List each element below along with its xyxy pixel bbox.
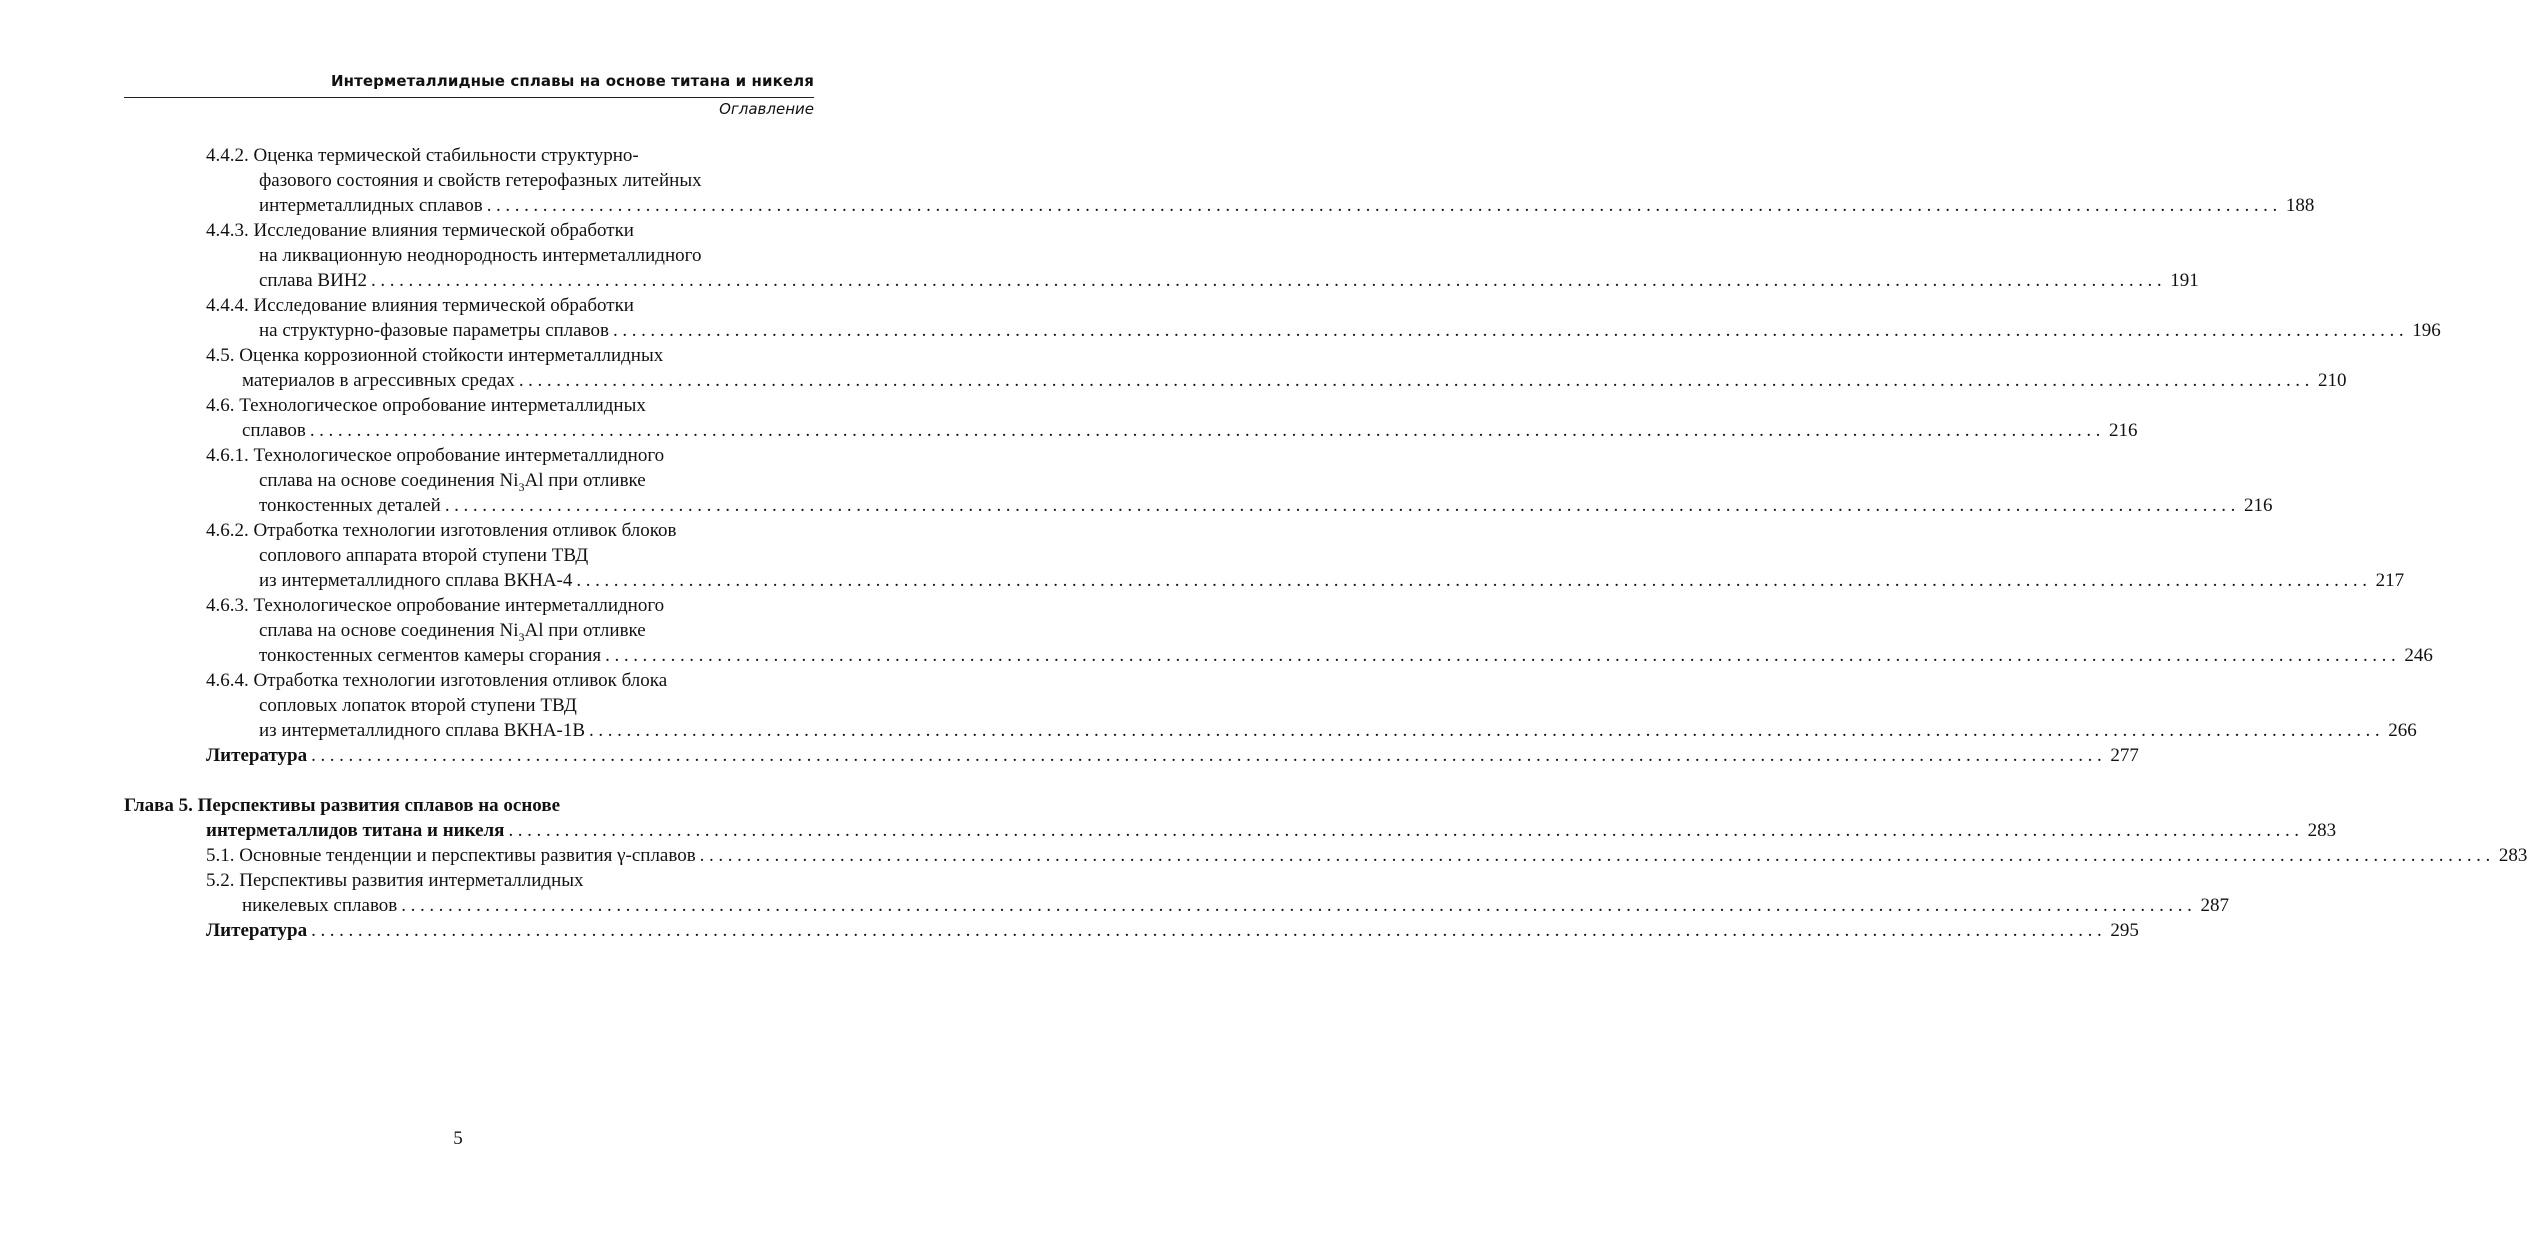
dot-leader: ................................................................................................................................................................................................ [613,320,2409,341]
toc-entry-4-5-last[interactable] [242,368,2347,393]
toc-entry-4-6-2-last[interactable] [259,568,2405,593]
toc-entry-4-6-4-line1: 4.6.4. Отработка технологии изготовления отливок блока [206,670,668,691]
toc-entry-5-2-line1: 5.2. Перспективы развития интерметаллидных [206,870,584,891]
toc-chapter-5-last[interactable] [206,818,2337,843]
subscript: 3 [518,629,525,644]
dot-leader: ................................................................................................................................................................................................ [699,845,2495,866]
toc-page-number: 216 [2109,420,2138,441]
toc-entry-title: сплавов [242,420,306,441]
toc-entry-title: Литература [206,745,308,766]
toc-entry-4-6-last[interactable] [242,418,2138,443]
toc-entry-references-ch4[interactable] [206,743,2139,768]
toc-page-number: 287 [2200,895,2229,916]
toc-entry-4-4-2-last[interactable] [259,193,2315,218]
toc-page-number: 295 [2110,920,2139,941]
toc-entry-title: 5.1. Основные тенденции и перспективы развития γ-сплавов [206,845,696,866]
toc-entry-4-4-3-line1: 4.4.3. Исследование влияния термической обработки [206,220,634,241]
dot-leader: ................................................................................................................................................................................................ [401,895,2197,916]
toc-entry-title: материалов в агрессивных средах [242,370,515,391]
toc-entry-4-6-line1: 4.6. Технологическое опробование интерметаллидных [206,395,646,416]
toc-entry-4-6-1-line1: 4.6.1. Технологическое опробование интерметаллидного [206,445,665,466]
toc-entry-4-4-3-line2: на ликвационную неоднородность интерметаллидного [259,245,702,266]
toc-entry-title: из интерметаллидного сплава ВКНА-1В [259,720,586,741]
toc-entry-title: никелевых сплавов [242,895,398,916]
toc-entry-references-ch5[interactable] [206,918,2139,943]
toc-entry-5-2-last[interactable] [242,893,2229,918]
toc-page-number: 283 [2307,820,2337,841]
toc-entry-title: тонкостенных сегментов камеры сгорания [259,645,602,666]
dot-leader: ................................................................................................................................................................................................ [589,720,2385,741]
running-header-title: Интерметаллидные сплавы на основе титана и никеля [330,72,814,90]
dot-leader: ................................................................................................................................................................................................ [576,570,2372,591]
toc-entry-4-6-1-last[interactable] [259,493,2273,518]
dot-leader: ................................................................................................................................................................................................ [486,195,2282,216]
toc-entry-title: из интерметаллидного сплава ВКНА-4 [259,570,573,591]
page-number: 5 [453,1128,463,1149]
toc-entry-title: Литература [206,920,308,941]
toc-entry-4-5-line1: 4.5. Оценка коррозионной стойкости интерметаллидных [206,345,664,366]
toc-entry-4-4-2-line1: 4.4.2. Оценка термической стабильности структурно- [206,145,639,166]
running-header-section: Оглавление [719,100,814,118]
dot-leader: ................................................................................................................................................................................................ [605,645,2401,666]
toc-entry-5-1[interactable] [206,843,2527,868]
dot-leader: ................................................................................................................................................................................................ [371,270,2167,291]
toc-page-number: 283 [2498,845,2527,866]
toc-page-number: 277 [2110,745,2139,766]
text-part: Al при отливке [524,620,646,641]
toc-entry-4-6-4-line2: сопловых лопаток второй ступени ТВД [259,695,577,716]
toc-entry-4-6-4-last[interactable] [259,718,2417,743]
toc-entry-4-6-3-line2 [259,618,814,643]
subscript: 3 [518,479,525,494]
toc-page-number: 216 [2244,495,2273,516]
toc-entry-4-6-2-line1: 4.6.2. Отработка технологии изготовления отливок блоков [206,520,677,541]
toc-entry-4-6-3-last[interactable] [259,643,2433,668]
toc-entry-title: тонкостенных деталей [259,495,441,516]
toc-entry-4-6-1-line2 [259,468,814,493]
toc-page-number: 188 [2285,195,2315,216]
toc-page-number: 246 [2404,645,2433,666]
toc-entry-4-4-3-last[interactable] [259,268,2199,293]
toc-entry-title: интерметаллидов титана и никеля [206,820,505,841]
toc-entry-4-4-4-line1: 4.4.4. Исследование влияния термической обработки [206,295,634,316]
dot-leader: ................................................................................................................................................................................................ [444,495,2241,516]
toc-page-number: 266 [2388,720,2417,741]
toc-page-number: 217 [2375,570,2405,591]
dot-leader: ................................................................................................................................................................................................ [311,745,2107,766]
dot-leader: ................................................................................................................................................................................................ [311,920,2107,941]
toc-chapter-5-line1: Глава 5. Перспективы развития сплавов на основе [124,795,561,816]
toc-page-number: 210 [2318,370,2347,391]
toc-entry-4-4-4-last[interactable] [259,318,2441,343]
text-part: сплава на основе соединения Ni [259,620,519,641]
dot-leader: ................................................................................................................................................................................................ [309,420,2106,441]
toc-page-number: 196 [2412,320,2441,341]
dot-leader: ................................................................................................................................................................................................ [518,370,2315,391]
toc-page-number: 191 [2170,270,2199,291]
text-part: сплава на основе соединения Ni [259,470,519,491]
toc-entry-4-6-2-line2: соплового аппарата второй ступени ТВД [259,545,589,566]
toc-entry-4-6-3-line1: 4.6.3. Технологическое опробование интерметаллидного [206,595,665,616]
toc-entry-4-4-2-line2: фазового состояния и свойств гетерофазных литейных [259,170,702,191]
text-part: Al при отливке [524,470,646,491]
dot-leader: ................................................................................................................................................................................................ [508,820,2304,841]
toc-entry-title: сплава ВИН2 [259,270,368,291]
toc-entry-title: интерметаллидных сплавов [259,195,483,216]
toc-entry-title: на структурно-фазовые параметры сплавов [259,320,610,341]
